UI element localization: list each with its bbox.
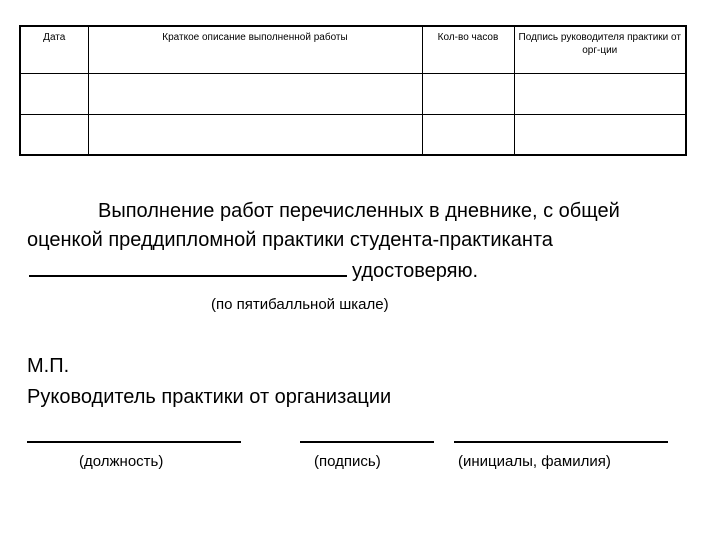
name-blank-field[interactable]: [454, 441, 668, 443]
cell-date[interactable]: [20, 115, 88, 156]
header-date: Дата: [20, 26, 88, 74]
statement-end: удостоверяю.: [352, 260, 478, 282]
signature-blank-field[interactable]: [300, 441, 434, 443]
statement-text: Выполнение работ перечисленных в дневнике, с общей оценкой преддипломной практики студента-практиканта: [27, 200, 620, 251]
supervisor-title: Руководитель практики от организации: [27, 386, 392, 408]
signature-label: (подпись): [314, 453, 381, 470]
cell-hours[interactable]: [422, 115, 514, 156]
header-hours: Кол-во часов: [422, 26, 514, 74]
statement-paragraph: [27, 197, 667, 286]
stamp-placeholder: М.П.: [27, 355, 70, 377]
table-row: [20, 74, 686, 115]
cell-signature[interactable]: [514, 115, 686, 156]
cell-description[interactable]: [88, 74, 422, 115]
table-header-row: [20, 26, 686, 74]
cell-description[interactable]: [88, 115, 422, 156]
work-log-table: [19, 25, 687, 156]
name-label: (инициалы, фамилия): [458, 453, 611, 470]
header-signature: Подпись руководителя практики от орг-ции: [514, 26, 686, 74]
position-blank-field[interactable]: [27, 441, 241, 443]
grade-hint: (по пятибалльной шкале): [211, 296, 389, 313]
grade-blank-field[interactable]: [29, 255, 347, 277]
position-label: (должность): [79, 453, 164, 470]
table-row: [20, 115, 686, 156]
cell-signature[interactable]: [514, 74, 686, 115]
cell-hours[interactable]: [422, 74, 514, 115]
cell-date[interactable]: [20, 74, 88, 115]
header-description: Краткое описание выполненной работы: [88, 26, 422, 74]
